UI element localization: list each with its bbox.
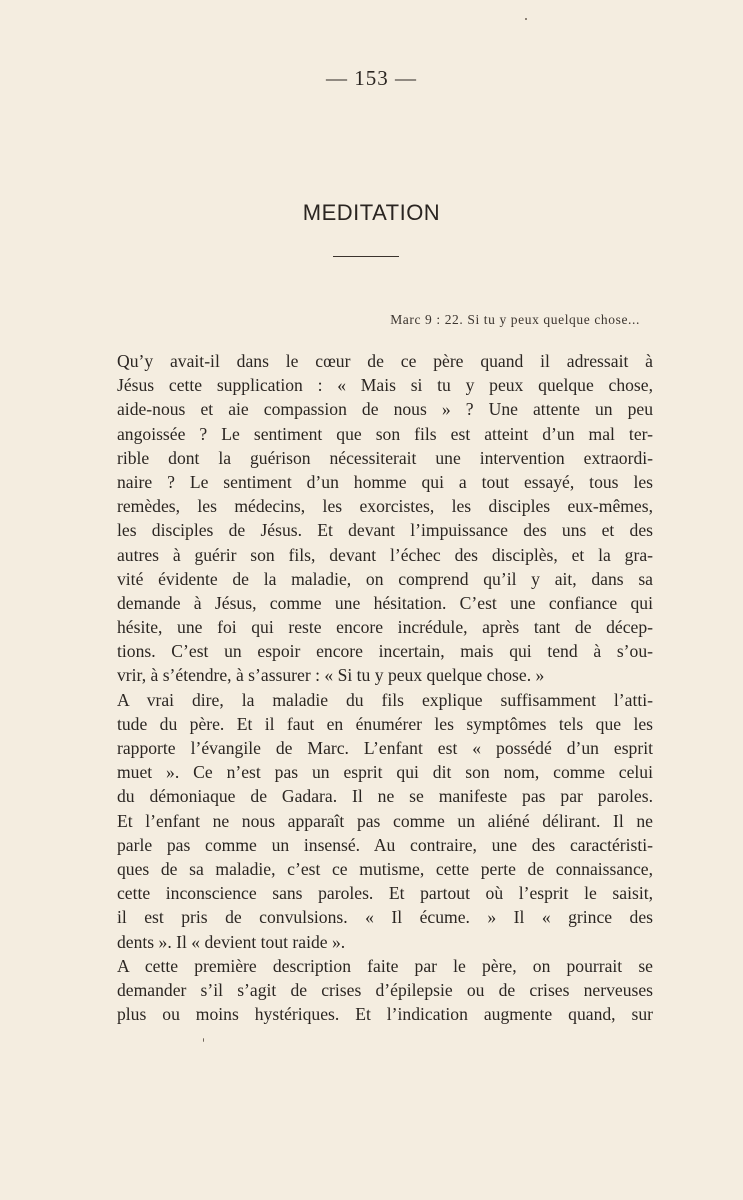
body-text xyxy=(117,349,653,1026)
text-line: ques de sa maladie, c’est ce mutisme, cette perte de connaissance, xyxy=(117,858,653,879)
text-line: Jésus cette supplication : « Mais si tu y peux quelque chose, xyxy=(117,375,653,396)
text-line: demande à Jésus, comme une hésitation. C’est une confiance qui xyxy=(117,592,653,613)
text-line: A cette première description faite par le père, on pourrait se xyxy=(117,955,653,976)
epigraph: Marc 9 : 22. Si tu y peux quelque chose... xyxy=(390,312,640,327)
text-line: cette inconscience sans paroles. Et partout où l’esprit le saisit, xyxy=(117,883,653,904)
text-line: naire ? Le sentiment d’un homme qui a tout essayé, tous les xyxy=(117,471,653,492)
text-line: il est pris de convulsions. « Il écume. » Il « grince des xyxy=(117,907,653,928)
text-line: angoissée ? Le sentiment que son fils est atteint d’un mal ter- xyxy=(117,423,653,444)
text-line: aide-nous et aie compassion de nous » ? Une attente un peu xyxy=(117,399,653,420)
text-line: tions. C’est un espoir encore incertain, mais qui tend à s’ou- xyxy=(117,641,653,662)
text-line: rible dont la guérison nécessiterait une intervention extraordi- xyxy=(117,447,653,468)
text-line: plus ou moins hystériques. Et l’indication augmente quand, sur xyxy=(117,1004,653,1025)
paper-speck xyxy=(525,18,527,20)
text-line: Qu’y avait-il dans le cœur de ce père quand il adressait à xyxy=(117,351,653,371)
text-line: muet ». Ce n’est pas un esprit qui dit son nom, comme celui xyxy=(117,762,653,783)
title-rule xyxy=(333,256,399,257)
text-line: hésite, une foi qui reste encore incrédule, après tant de décep- xyxy=(117,617,653,638)
paper-speck xyxy=(203,1038,204,1042)
text-line: vrir, à s’étendre, à s’assurer : « Si tu y peux quelque chose. » xyxy=(117,665,545,686)
page-number: — 153 — xyxy=(326,66,417,90)
text-line: rapporte l’évangile de Marc. L’enfant est « possédé d’un esprit xyxy=(117,738,653,758)
text-line: du démoniaque de Gadara. Il ne se manifeste pas par paroles. xyxy=(117,786,653,807)
text-line: vité évidente de la maladie, on comprend qu’il y ait, dans sa xyxy=(117,568,653,589)
text-line: parle pas comme un insensé. Au contraire, une des caractéristi- xyxy=(117,834,653,855)
text-line: A vrai dire, la maladie du fils explique suffisamment l’atti- xyxy=(117,689,653,710)
text-line: remèdes, les médecins, les exorcistes, les disciples eux-mêmes, xyxy=(117,496,653,517)
text-line: tude du père. Et il faut en énumérer les symptômes tels que les xyxy=(117,713,653,734)
text-line: Et l’enfant ne nous apparaît pas comme un aliéné délirant. Il ne xyxy=(117,810,653,831)
text-line: dents ». Il « devient tout raide ». xyxy=(117,931,346,952)
chapter-title: MEDITATION xyxy=(302,200,441,225)
text-line: autres à guérir son fils, devant l’échec des disciplès, et la gra- xyxy=(117,544,653,565)
text-line: demander s’il s’agit de crises d’épilepsie ou de crises nerveuses xyxy=(117,979,653,1000)
text-line: les disciples de Jésus. Et devant l’impuissance des uns et des xyxy=(117,520,653,541)
